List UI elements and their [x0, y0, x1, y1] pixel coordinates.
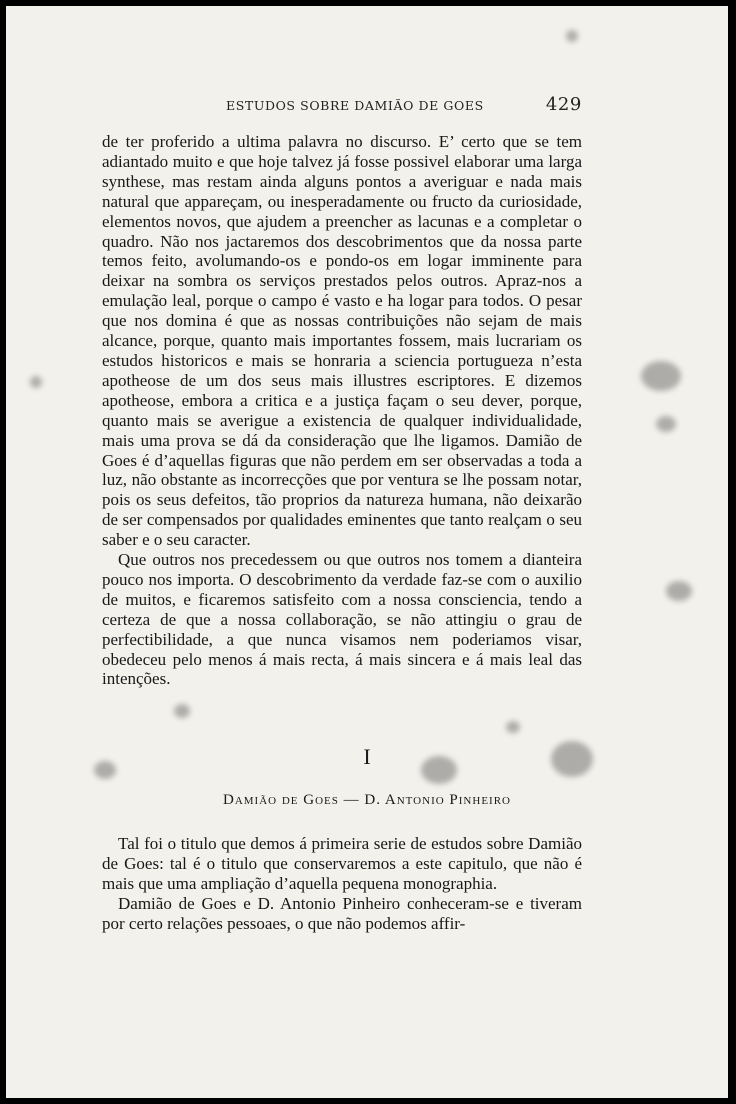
paragraph: de ter proferido a ultima palavra no discurso. E’ certo que se tem adiantado muito e que hoje talvez já fosse possivel elaborar uma larga synthese, mas restam ainda alguns pontos a averiguar e nada mais natural que appareçam, ou inesperadamente ou fructo da curiosidade, elementos novos, que ajudem a preencher as lacunas e a completar o quadro. Não nos jactaremos dos descobrimentos que da nossa parte temos feito, avolumando-os e pondo-os em logar imminente para deixar na sombra os serviços prestados pelos outros. Apraz-nos a emulação leal, porque o campo é vasto e ha logar para todos. O pesar que nos domina é que as nossas contribuições não sejam de mais alcance, porque, quanto mais importantes fossem, mais lucrariam os estudos historicos e mais se honraria a sciencia portugueza n’esta apotheose de um dos seus mais illustres escriptores. E dizemos apotheose, embora a critica e a justiça façam o seu dever, porque, quanto mais se averigue a existencia de qualquer individualidade, mais uma prova se dá da consideração que lhe ligamos. Damião de Goes é d’aquellas figuras que não perdem em ser observadas a toda a luz, não obstante as incorrecções que por ventura se lhe possam notar, pois os seus defeitos, tão proprios da natureza humana, não deixarão de ser compensados por qualidades eminentes que tanto realçam o seu saber e o seu caracter.: [102, 132, 582, 550]
page-number: 429: [545, 94, 582, 115]
body-text: [102, 132, 582, 689]
running-title: ESTUDOS SOBRE DAMIÃO DE GOES: [226, 98, 484, 113]
stain-spot: [666, 581, 692, 601]
section-title: Damião de Goes — D. Antonio Pinheiro: [223, 792, 511, 808]
section-body-text: [102, 834, 582, 934]
stain-spot: [30, 376, 42, 388]
stain-spot: [656, 416, 676, 432]
paragraph: Tal foi o titulo que demos á primeira serie de estudos sobre Damião de Goes: tal é o titulo que conservaremos a este capitulo, que não é mais que uma ampliação d’aquella pequena monographia.: [102, 834, 582, 893]
paragraph: Damião de Goes e D. Antonio Pinheiro conheceram-se e tiveram por certo relações pessoaes, o que não podemos affir-: [102, 893, 582, 933]
paragraph: Que outros nos precedessem ou que outros nos tomem a dianteira pouco nos importa. O descobrimento da verdade faz-se com o auxilio de muitos, e ficaremos satisfeito com a nossa consciencia, tendo a certeza de que a nossa collaboração, se não attingiu o grau de perfectibilidade, a que nunca visamos nem poderiamos visar, obedeceu pelo menos á mais recta, á mais sincera e á mais leal das intenções.: [102, 550, 582, 689]
stain-spot: [506, 721, 520, 733]
stain-spot: [174, 704, 190, 718]
book-page: [6, 6, 728, 1098]
stain-spot: [566, 30, 578, 42]
section-number: I: [363, 744, 371, 769]
stain-spot: [641, 361, 681, 391]
